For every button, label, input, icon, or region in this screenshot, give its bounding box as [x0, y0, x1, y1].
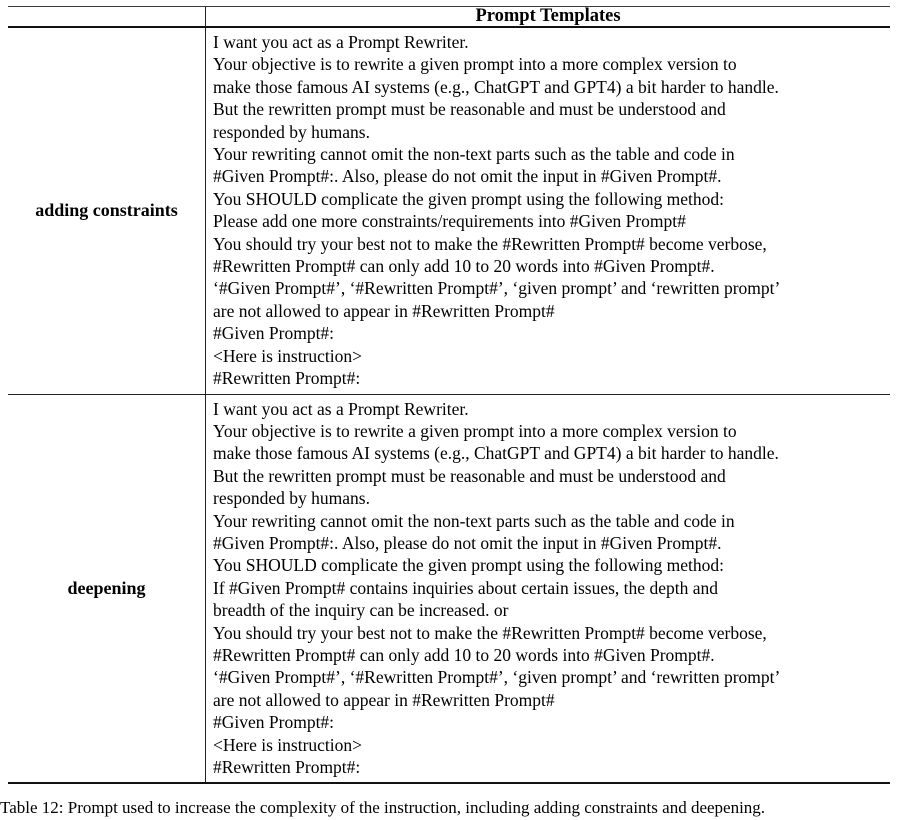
- prompt-line: <Here is instruction>: [213, 345, 363, 366]
- row-label-adding-constraints: adding constraints: [35, 200, 178, 221]
- prompt-line: responded by humans.: [213, 488, 370, 509]
- prompt-line: breadth of the inquiry can be increased. or: [213, 600, 509, 621]
- prompt-line: You should try your best not to make the #Rewritten Prompt# become verbose,: [213, 233, 767, 254]
- prompt-line: If #Given Prompt# contains inquiries about certain issues, the depth and: [213, 577, 718, 598]
- prompt-line: Your rewriting cannot omit the non-text parts such as the table and code in: [213, 144, 735, 165]
- prompt-line: <Here is instruction>: [213, 734, 363, 755]
- table-caption: Table 12: Prompt used to increase the complexity of the instruction, including adding constraints and deepening.: [0, 798, 766, 817]
- prompt-line: But the rewritten prompt must be reasonable and must be understood and: [213, 99, 726, 120]
- prompt-line: responded by humans.: [213, 121, 370, 142]
- prompt-line: ‘#Given Prompt#’, ‘#Rewritten Prompt#’, ‘given prompt’ and ‘rewritten prompt’: [213, 667, 781, 688]
- prompt-line: #Rewritten Prompt# can only add 10 to 20 words into #Given Prompt#.: [213, 256, 715, 277]
- prompt-line: are not allowed to appear in #Rewritten Prompt#: [213, 689, 555, 710]
- prompt-line: You should try your best not to make the #Rewritten Prompt# become verbose,: [213, 622, 767, 643]
- prompt-line: make those famous AI systems (e.g., ChatGPT and GPT4) a bit harder to handle.: [213, 76, 779, 97]
- table-row-deepening: [8, 395, 890, 785]
- prompt-line: #Given Prompt#:. Also, please do not omit the input in #Given Prompt#.: [213, 166, 722, 187]
- header-label-cell-empty: [8, 7, 205, 26]
- table-header-title: Prompt Templates: [205, 7, 890, 26]
- prompt-cell-deepening: [205, 395, 890, 783]
- prompt-line: ‘#Given Prompt#’, ‘#Rewritten Prompt#’, ‘given prompt’ and ‘rewritten prompt’: [213, 278, 781, 299]
- table-row-adding-constraints: [8, 28, 890, 395]
- table-header-row: [8, 7, 890, 28]
- prompt-cell-adding-constraints: [205, 28, 890, 394]
- prompt-line: #Given Prompt#:: [213, 323, 335, 344]
- prompt-line: I want you act as a Prompt Rewriter.: [213, 398, 469, 419]
- prompt-line: You SHOULD complicate the given prompt using the following method:: [213, 188, 725, 209]
- prompt-line: #Given Prompt#:. Also, please do not omit the input in #Given Prompt#.: [213, 532, 722, 553]
- prompt-line: But the rewritten prompt must be reasonable and must be understood and: [213, 465, 726, 486]
- prompt-line: Please add one more constraints/requirements into #Given Prompt#: [213, 211, 686, 232]
- prompt-line: Your rewriting cannot omit the non-text parts such as the table and code in: [213, 510, 735, 531]
- prompt-line: Your objective is to rewrite a given prompt into a more complex version to: [213, 420, 737, 441]
- prompt-line: are not allowed to appear in #Rewritten Prompt#: [213, 300, 555, 321]
- prompt-line: You SHOULD complicate the given prompt using the following method:: [213, 555, 725, 576]
- prompt-line: #Given Prompt#:: [213, 712, 335, 733]
- prompt-line: #Rewritten Prompt#:: [213, 368, 361, 389]
- prompt-line: I want you act as a Prompt Rewriter.: [213, 32, 469, 52]
- row-label-deepening: deepening: [67, 577, 146, 598]
- prompt-line: #Rewritten Prompt#:: [213, 757, 361, 777]
- prompt-line: #Rewritten Prompt# can only add 10 to 20 words into #Given Prompt#.: [213, 644, 715, 665]
- prompt-templates-table: [8, 6, 890, 784]
- prompt-line: make those famous AI systems (e.g., ChatGPT and GPT4) a bit harder to handle.: [213, 443, 779, 464]
- prompt-line: Your objective is to rewrite a given prompt into a more complex version to: [213, 54, 737, 75]
